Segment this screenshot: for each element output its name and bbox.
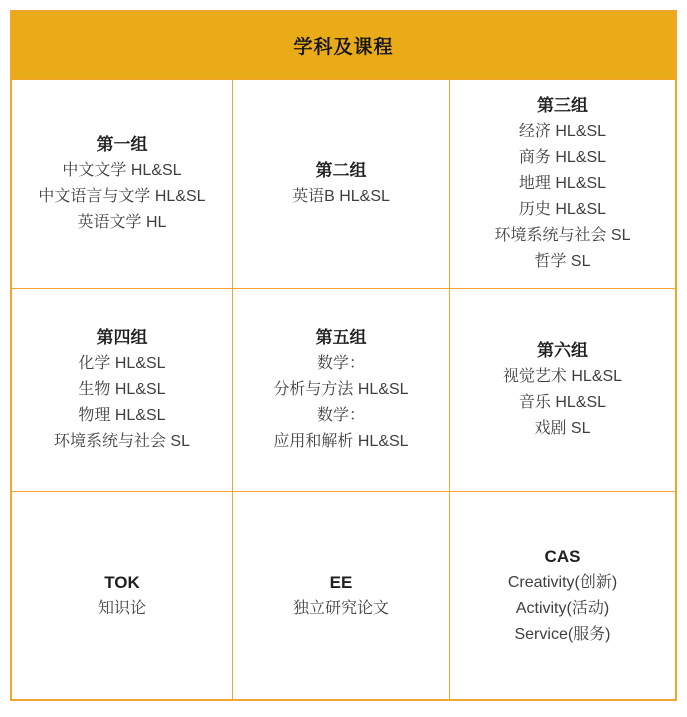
course-line: 数学： xyxy=(316,355,365,372)
course-line: 环境系统与社会 SL xyxy=(53,433,191,450)
cell-group-2 xyxy=(233,80,450,289)
cell-group-4 xyxy=(12,289,233,492)
cell-group-6 xyxy=(450,289,675,492)
cell-tok xyxy=(12,492,233,699)
cell-group-1 xyxy=(12,80,233,289)
table-grid xyxy=(12,80,675,699)
cell-group-3 xyxy=(450,80,675,289)
course-line: 生物 HL&SL xyxy=(78,381,166,398)
course-line: 知识论 xyxy=(97,599,146,617)
course-line: 戏剧 SL xyxy=(534,420,591,437)
group-2-title: 第二组 xyxy=(315,161,367,180)
group-1-title: 第一组 xyxy=(96,135,148,154)
course-line: 数学： xyxy=(316,407,365,424)
table-title: 学科及课程 xyxy=(293,37,394,58)
course-line: 历史 HL&SL xyxy=(518,201,607,218)
cell-ee xyxy=(233,492,450,699)
course-line: 分析与方法 HL&SL xyxy=(273,381,409,398)
ee-title: EE xyxy=(329,572,353,592)
course-line: Service(服务) xyxy=(514,625,611,643)
course-line: 商务 HL&SL xyxy=(518,149,607,166)
course-line: 英语B HL&SL xyxy=(292,188,390,205)
course-line: 视觉艺术 HL&SL xyxy=(502,368,623,385)
cas-title: CAS xyxy=(544,546,581,566)
cell-group-5 xyxy=(233,289,450,492)
course-line: 哲学 SL xyxy=(534,253,591,270)
course-line: 独立研究论文 xyxy=(292,599,389,617)
cell-cas xyxy=(450,492,675,699)
group-6-title: 第六组 xyxy=(537,341,588,360)
group-5-title: 第五组 xyxy=(315,328,367,347)
course-line: 中文文学 HL&SL xyxy=(62,162,182,179)
course-line: 音乐 HL&SL xyxy=(518,394,607,411)
course-line: Activity(活动) xyxy=(515,599,610,617)
tok-title: TOK xyxy=(104,572,140,592)
course-line: 地理 HL&SL xyxy=(518,175,607,192)
course-line: 应用和解析 HL&SL xyxy=(273,433,409,450)
course-line: 中文语言与文学 HL&SL xyxy=(38,188,206,205)
course-line: 物理 HL&SL xyxy=(78,407,166,424)
group-4-title: 第四组 xyxy=(96,328,148,347)
curriculum-table xyxy=(10,10,677,701)
course-line: 经济 HL&SL xyxy=(518,123,607,140)
course-line: 环境系统与社会 SL xyxy=(494,227,631,244)
course-line: Creativity(创新) xyxy=(507,573,618,591)
group-3-title: 第三组 xyxy=(537,96,588,115)
course-line: 化学 HL&SL xyxy=(78,355,166,372)
course-line: 英语文学 HL xyxy=(77,214,167,231)
table-header xyxy=(12,12,675,80)
